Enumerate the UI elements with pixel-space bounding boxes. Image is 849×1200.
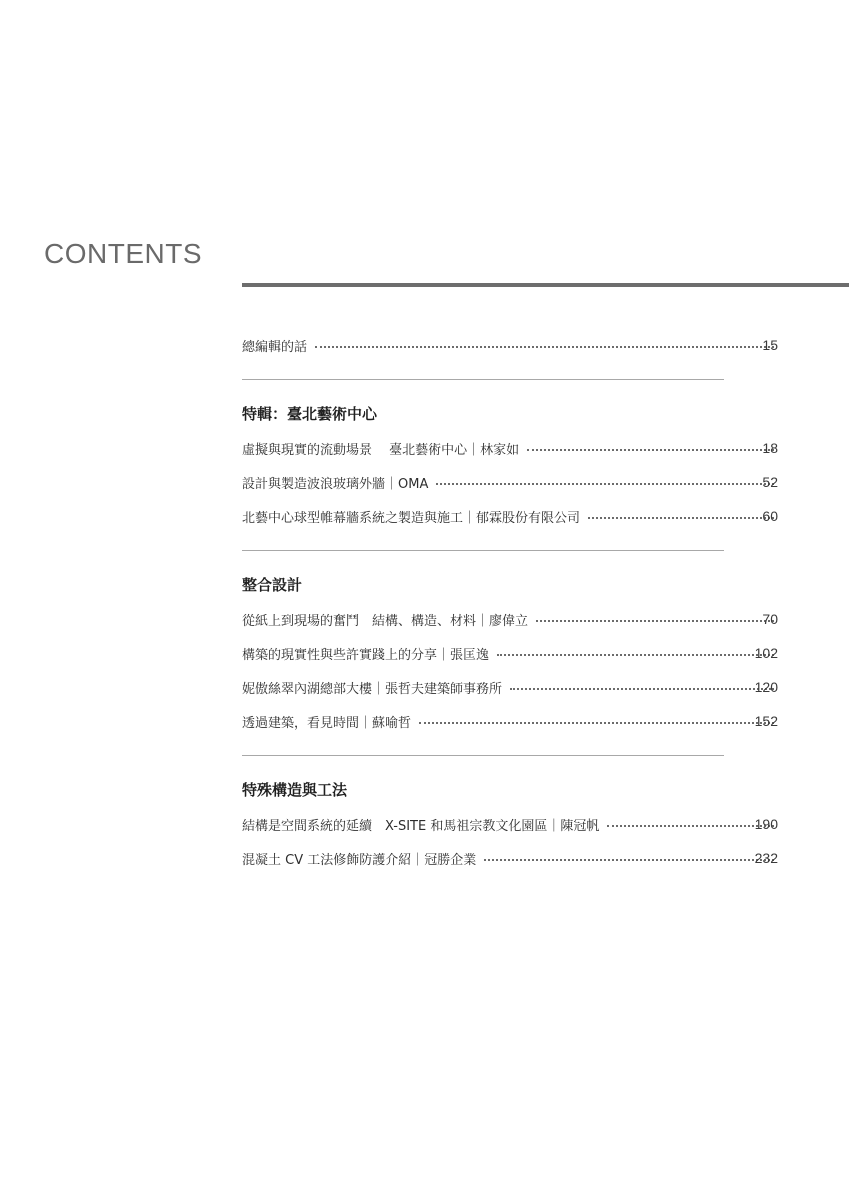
toc-entry[interactable] — [242, 602, 782, 636]
dot-leader — [510, 688, 774, 690]
toc-entry[interactable] — [242, 670, 782, 704]
toc-entry[interactable] — [242, 499, 782, 533]
toc-entry-page: 15 — [762, 337, 778, 353]
toc-entry[interactable] — [242, 807, 782, 841]
toc-entry[interactable] — [242, 841, 782, 875]
dot-leader — [315, 346, 774, 348]
toc-entry-page: 232 — [754, 850, 778, 866]
toc-entry-page: 102 — [754, 645, 778, 661]
dot-leader — [497, 654, 774, 656]
toc-entry-title: 設計與製造波浪玻璃外牆｜OMA — [242, 476, 429, 492]
toc-entry-title: 構築的現實性與些許實踐上的分享｜張匡逸 — [242, 647, 490, 663]
dot-leader — [536, 620, 774, 622]
header-rule — [242, 283, 849, 287]
toc-entry-page: 52 — [762, 474, 778, 490]
dot-leader — [484, 859, 774, 861]
section-heading: 特輯：臺北藝術中心 — [242, 405, 378, 423]
toc-entry-title: 從紙上到現場的奮鬥 結構、構造、材料｜廖偉立 — [242, 613, 529, 629]
toc-entry-title: 虛擬與現實的流動場景 臺北藝術中心｜林家如 — [242, 442, 520, 458]
toc-entry[interactable] — [242, 328, 782, 362]
dot-leader — [419, 722, 774, 724]
toc-entry-page: 60 — [762, 508, 778, 524]
toc-entry-title: 總編輯的話 — [242, 339, 308, 355]
toc-entry-title: 妮傲絲翠內湖總部大樓｜張哲夫建築師事務所 — [242, 681, 503, 697]
toc-entry[interactable] — [242, 636, 782, 670]
table-of-contents — [242, 328, 782, 875]
toc-entry-page: 190 — [754, 816, 778, 832]
toc-entry-page: 120 — [754, 679, 778, 695]
dot-leader — [607, 825, 774, 827]
toc-entry-title: 結構是空間系統的延續 X-SITE 和馬祖宗教文化園區｜陳冠帆 — [242, 818, 600, 834]
toc-entry-title: 透過建築，看見時間｜蘇喻哲 — [242, 715, 412, 731]
section-heading: 特殊構造與工法 — [242, 781, 348, 799]
dot-leader — [588, 517, 774, 519]
toc-entry-title: 北藝中心球型帷幕牆系統之製造與施工｜郁霖股份有限公司 — [242, 510, 581, 526]
page-title: CONTENTS — [44, 238, 202, 269]
toc-entry-title: 混凝土 CV 工法修飾防護介紹｜冠勝企業 — [242, 852, 477, 868]
section-heading: 整合設計 — [242, 576, 303, 594]
toc-entry-page: 70 — [762, 611, 778, 627]
toc-entry[interactable] — [242, 431, 782, 465]
toc-entry[interactable] — [242, 704, 782, 738]
toc-entry[interactable] — [242, 465, 782, 499]
toc-entry-page: 152 — [754, 713, 778, 729]
dot-leader — [436, 483, 774, 485]
dot-leader — [527, 449, 774, 451]
toc-entry-page: 18 — [762, 440, 778, 456]
